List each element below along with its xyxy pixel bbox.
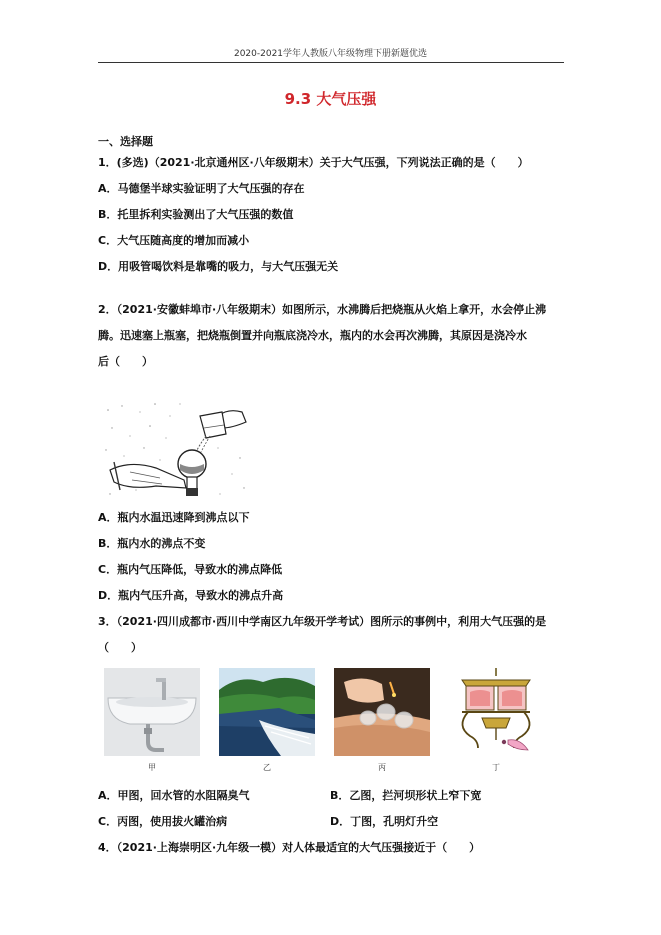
photo-label-ding: 丁	[492, 763, 500, 772]
question-4-stem: 4．（2021·上海崇明区·九年级一模）对人体最适宜的大气压强接近于（ ）	[98, 841, 481, 854]
question-1-option-b: B．托里拆利实验测出了大气压强的数值	[98, 208, 294, 221]
question-2-stem-line-3: 后（ ）	[98, 355, 153, 368]
photo-label-yi: 乙	[263, 763, 271, 772]
page-title: 9.3 大气压强	[284, 90, 377, 108]
question-3-stem-line-2: （ ）	[98, 641, 142, 654]
flask-experiment-figure	[100, 398, 250, 502]
question-1-stem: 1．(多选)（2021·北京通州区·八年级期末）关于大气压强，下列说法正确的是（ ）	[98, 156, 529, 169]
question-3-option-c: C．丙图，使用拔火罐治病	[98, 815, 228, 828]
header-divider	[98, 62, 564, 63]
question-3-option-d: D．丁图，孔明灯升空	[330, 815, 439, 828]
question-1-option-a: A．马德堡半球实验证明了大气压强的存在	[98, 182, 305, 195]
page-header: 2020-2021学年人教版八年级物理下册新题优选	[233, 49, 428, 59]
lantern-illustration	[448, 666, 544, 758]
question-3-option-b: B．乙图，拦河坝形状上窄下宽	[330, 789, 482, 802]
question-2-option-c: C．瓶内气压降低，导致水的沸点降低	[98, 563, 283, 576]
question-1-option-c: C．大气压随高度的增加而减小	[98, 234, 250, 247]
question-2-option-a: A．瓶内水温迅速降到沸点以下	[98, 511, 250, 524]
question-3-stem-line-1: 3．（2021·四川成都市·西川中学南区九年级开学考试）图所示的事例中，利用大气压强的是	[98, 615, 547, 628]
question-2-stem-line-2: 腾。迅速塞上瓶塞，把烧瓶倒置并向瓶底浇冷水，瓶内的水会再次沸腾，其原因是浇冷水	[98, 329, 527, 342]
section-heading: 一、选择题	[98, 135, 153, 148]
photo-label-jia: 甲	[148, 763, 156, 772]
dam-photo	[219, 668, 315, 756]
cupping-photo	[334, 668, 430, 756]
question-2-option-b: B．瓶内水的沸点不变	[98, 537, 206, 550]
question-3-option-a: A．甲图，回水管的水阻隔臭气	[98, 789, 250, 802]
question-2-option-d: D．瓶内气压升高，导致水的沸点升高	[98, 589, 284, 602]
sink-photo	[104, 668, 200, 756]
question-2-stem-line-1: 2．（2021·安徽蚌埠市·八年级期末）如图所示，水沸腾后把烧瓶从火焰上拿开，水会停止沸	[98, 303, 547, 316]
photo-label-bing: 丙	[378, 763, 386, 772]
question-1-option-d: D．用吸管喝饮料是靠嘴的吸力，与大气压强无关	[98, 260, 339, 273]
